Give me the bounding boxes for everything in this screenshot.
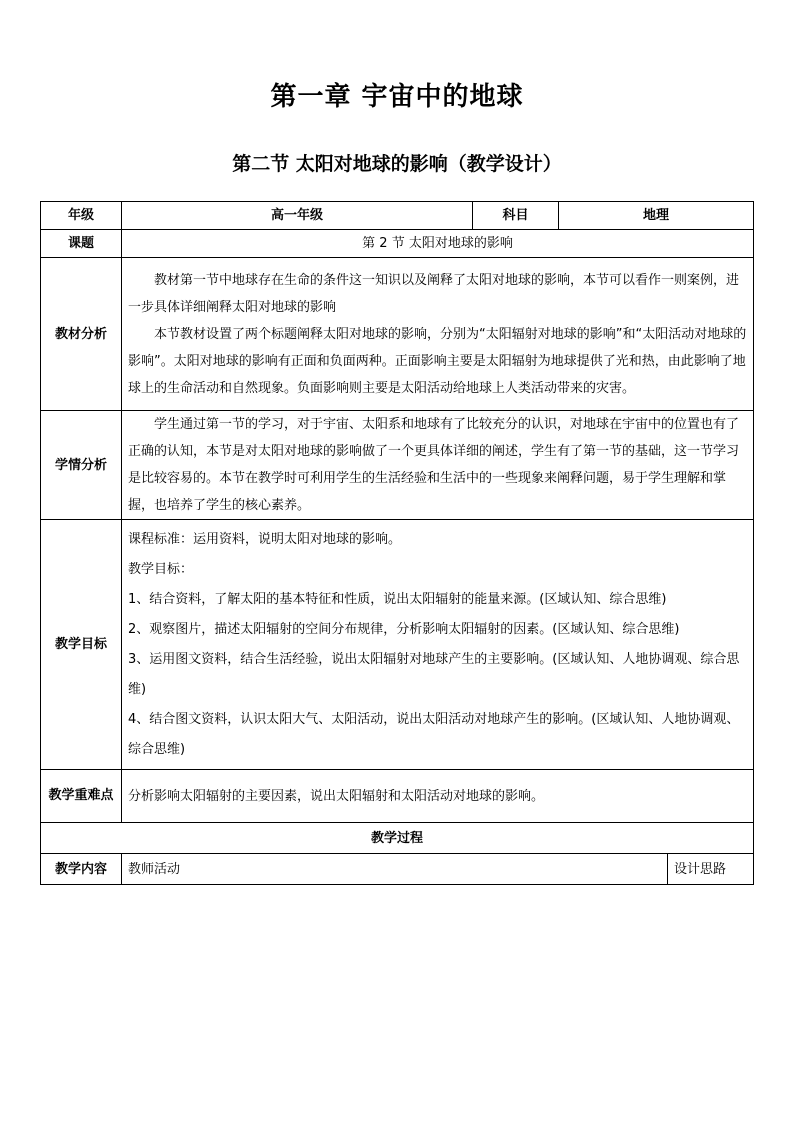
table-row xyxy=(41,520,754,770)
subject-label: 科目 xyxy=(473,202,559,230)
table-row xyxy=(41,230,754,258)
subject-value: 地理 xyxy=(559,202,754,230)
section-title: 第二节 太阳对地球的影响（教学设计） xyxy=(232,153,562,175)
content-label: 教学内容 xyxy=(41,854,122,885)
material-analysis-cell xyxy=(122,258,754,411)
material-paragraph: 教材第一节中地球存在生命的条件这一知识以及阐释了太阳对地球的影响，本节可以看作一则案例，进一步具体详细阐释太阳对地球的影响 xyxy=(128,272,740,315)
key-points-label: 教学重难点 xyxy=(41,770,122,823)
teaching-goals-cell xyxy=(122,520,754,770)
grade-value: 高一年级 xyxy=(122,202,473,230)
table-row xyxy=(41,258,754,411)
goal-line: 课程标准：运用资料，说明太阳对地球的影响。 xyxy=(128,531,402,547)
table-row xyxy=(41,411,754,520)
goal-line: 4、结合图文资料，认识太阳大气、太阳活动，说出太阳活动对地球产生的影响。(区域认知、人地协调观、综合思维) xyxy=(128,711,740,757)
design-idea-label: 设计思路 xyxy=(668,854,754,885)
teaching-goals-label: 教学目标 xyxy=(41,520,122,770)
teacher-activity-label: 教师活动 xyxy=(122,854,668,885)
key-points-value: 分析影响太阳辐射的主要因素，说出太阳辐射和太阳活动对地球的影响。 xyxy=(122,770,754,823)
goal-line: 教学目标： xyxy=(128,561,194,577)
goal-line: 1、结合资料，了解太阳的基本特征和性质，说出太阳辐射的能量来源。(区域认知、综合思维) xyxy=(128,591,667,607)
table-row xyxy=(41,854,754,885)
topic-value: 第 2 节 太阳对地球的影响 xyxy=(122,230,754,258)
lesson-plan-table xyxy=(40,201,754,885)
grade-label: 年级 xyxy=(41,202,122,230)
material-analysis-label: 教材分析 xyxy=(41,258,122,411)
student-analysis-cell xyxy=(122,411,754,520)
material-paragraph: 本节教材设置了两个标题阐释太阳对地球的影响，分别为“太阳辐射对地球的影响”和“太阳活动对地球的影响”。太阳对地球的影响有正面和负面两种。正面影响主要是太阳辐射为地球提供了光和热，由此影响了地球上的生命活动和自然现象。负面影响则主要是太阳活动给地球上人类活动带来的灾害。 xyxy=(128,326,747,396)
chapter-title: 第一章 宇宙中的地球 xyxy=(270,82,524,112)
process-header: 教学过程 xyxy=(41,823,754,854)
student-analysis-label: 学情分析 xyxy=(41,411,122,520)
topic-label: 课题 xyxy=(41,230,122,258)
table-row xyxy=(41,202,754,230)
goal-line: 3、运用图文资料，结合生活经验，说出太阳辐射对地球产生的主要影响。(区域认知、人地协调观、综合思维) xyxy=(128,651,740,697)
student-paragraph: 学生通过第一节的学习，对于宇宙、太阳系和地球有了比较充分的认识，对地球在宇宙中的位置也有了正确的认知，本节是对太阳对地球的影响做了一个更具体详细的阐述，学生有了第一节的基础，这一节学习是比较容易的。本节在教学时可利用学生的生活经验和生活中的一些现象来阐释问题，易于学生理解和掌握，也培养了学生的核心素养。 xyxy=(128,417,740,513)
table-row xyxy=(41,823,754,854)
goal-line: 2、观察图片，描述太阳辐射的空间分布规律，分析影响太阳辐射的因素。(区域认知、综合思维) xyxy=(128,621,680,637)
table-row xyxy=(41,770,754,823)
